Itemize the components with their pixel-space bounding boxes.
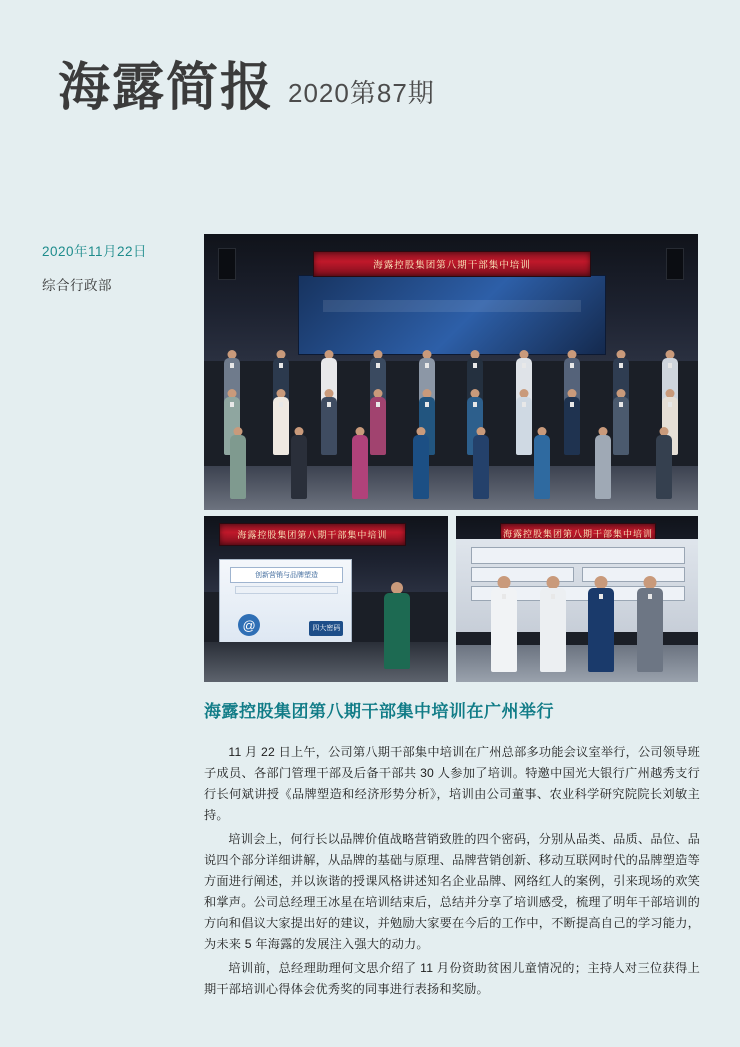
photo-group-shot <box>204 234 698 510</box>
photo-person <box>627 576 674 672</box>
photo-person <box>360 582 433 668</box>
slide-title: 创新营销与品牌塑造 <box>230 567 343 583</box>
article-paragraph: 培训前，总经理助理何文思介绍了 11 月份资助贫困儿童情况的；主持人对三位获得上期干部培训心得体会优秀奖的同事进行表扬和奖励。 <box>204 960 700 996</box>
publish-date: 2020年11月22日 <box>42 244 148 259</box>
article-paragraph: 11 月 22 日上午，公司第八期干部集中培训在广州总部多功能会议室举行，公司领导班子成员、各部门管理干部及后备干部共 30 人参加了培训。特邀中国光大银行广州越秀支行行长何斌讲授《品牌塑造和经济形势分析》，培训由公司董事、农业科学研究院院长刘敏主持。 <box>204 744 700 822</box>
photo-banner-text: 海露控股集团第八期干部集中培训 <box>219 523 406 547</box>
photo-person <box>578 576 625 672</box>
photo-person <box>452 427 511 499</box>
photo-award-scene <box>456 516 698 682</box>
issuing-department: 综合行政部 <box>42 278 112 293</box>
slide-badge: 四大密码 <box>309 621 343 637</box>
photo-person <box>634 427 693 499</box>
backdrop-panel <box>471 547 686 564</box>
page-title: 海露简报 <box>58 58 275 118</box>
stage-screen <box>298 275 606 354</box>
photo-person <box>270 427 329 499</box>
issue-number: 2020第87期 <box>288 78 435 108</box>
document-meta <box>42 240 192 294</box>
photo-person <box>331 427 390 499</box>
masthead-inner <box>58 58 435 118</box>
photo-person <box>529 576 576 672</box>
speaker-icon <box>218 248 236 280</box>
at-symbol-icon: @ <box>238 614 260 636</box>
photo-person <box>513 427 572 499</box>
photo-people-row-front <box>355 582 438 668</box>
slide-subtitle <box>235 586 337 594</box>
photo-people-row-front <box>204 427 698 499</box>
photo-banner-text: 海露控股集团第八期干部集中培训 <box>313 251 592 278</box>
masthead <box>0 0 740 196</box>
speaker-icon <box>666 248 684 280</box>
photo-lecture-scene <box>204 516 448 682</box>
article-paragraph: 培训会上，何行长以品牌价值战略营销致胜的四个密码，分别从品类、品质、品位、品说四个部分详细讲解，从品牌的基础与原理、品牌营销创新、移动互联网时代的品牌塑造等方面进行阐述，并以诙谐的授课风格讲述知名企业品牌、网络红人的案例，引来现场的欢笑和掌声。公司总经理王冰星在培训结束后，总结并分享了培训感受，梳理了明年干部培训的方向和倡议大家提出好的建议，并勉励大家要在今后的工作中，不断提高自己的学习能力，为未来 5 年海露的发展注入强大的动力。 <box>204 831 700 951</box>
presentation-slide <box>219 559 353 647</box>
photo-person <box>391 427 450 499</box>
photo-person <box>574 427 633 499</box>
photo-people-row-front <box>475 576 678 672</box>
article-title: 海露控股集团第八期干部集中培训在广州举行 <box>204 702 554 721</box>
article <box>204 700 700 1003</box>
photo-person <box>480 576 527 672</box>
photo-banner-text: 海露控股集团第八期干部集中培训 <box>500 523 657 545</box>
photo-person <box>209 427 268 499</box>
